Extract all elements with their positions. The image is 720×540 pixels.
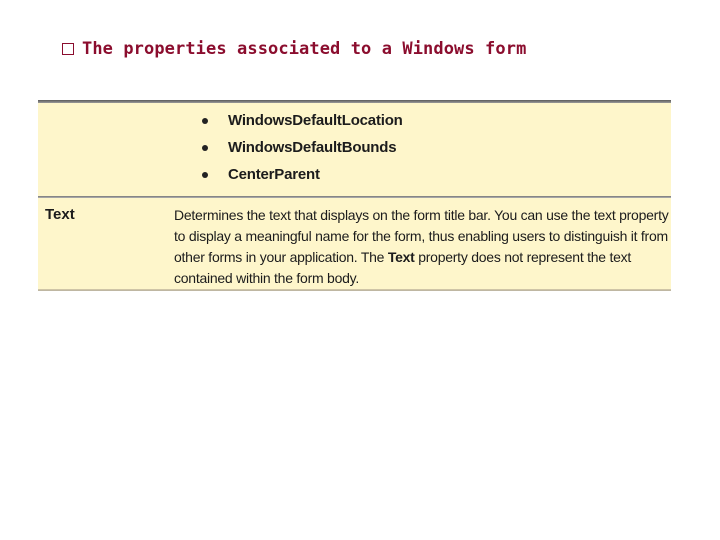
start-position-values-list [198,107,403,188]
table-row-divider [38,196,671,198]
list-item [198,161,403,188]
list-item [198,134,403,161]
checkbox-bullet-icon [62,43,74,55]
properties-table [38,100,671,291]
description-text-end: property does not represent the text contained within the form body. [174,249,632,286]
table-top-rule [38,100,671,103]
bullet-dot-icon [202,145,208,151]
property-name: Text [45,206,75,223]
property-description [174,205,670,289]
table-bottom-rule [38,289,671,291]
slide-title-text: The properties associated to a Windows form [82,39,527,59]
list-item [198,107,403,134]
bullet-dot-icon [202,172,208,178]
description-bold-text: Text [387,249,415,265]
bullet-dot-icon [202,118,208,124]
description-text: Determines the text that displays on the form title bar. You can use the text property to display a meaningful name for the form, thus enabling users to distinguish it from other forms in your application. The [174,207,669,265]
list-item-label: WindowsDefaultBounds [228,139,397,156]
slide-title [62,39,526,59]
list-item-label: CenterParent [228,166,320,183]
list-item-label: WindowsDefaultLocation [228,112,403,129]
